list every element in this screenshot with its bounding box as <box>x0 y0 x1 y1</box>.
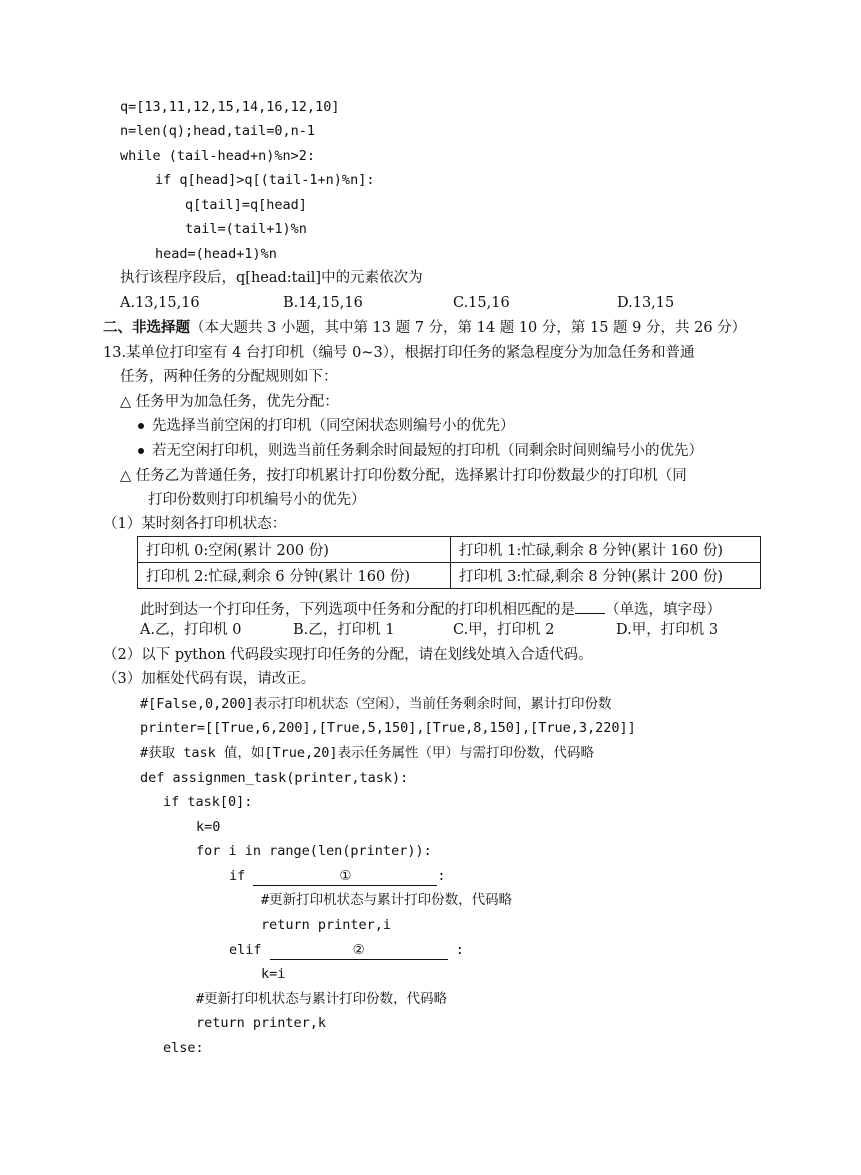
rule-bullet <box>138 416 515 436</box>
code-line: k=i <box>261 966 286 982</box>
code-keyword: if <box>229 868 246 884</box>
code-punct: : <box>455 942 464 958</box>
answer-blank[interactable] <box>575 596 605 614</box>
section-title: 二、非选择题 <box>103 319 190 336</box>
table-cell: 打印机 3:忙碌,剩余 8 分钟(累计 200 份) <box>451 563 761 589</box>
bullet-icon <box>138 423 144 429</box>
code-line: q[tail]=q[head] <box>185 197 307 213</box>
code-line: return printer,k <box>196 1015 327 1031</box>
answer-blank-2[interactable]: ② <box>270 942 448 960</box>
question-intro: 13.某单位打印室有 4 台打印机（编号 0~3），根据打印任务的紧急程度分为加急任务和普通 <box>103 345 695 361</box>
option-a: A.乙，打印机 0 <box>140 622 242 638</box>
option-a: A.13,15,16 <box>120 295 200 311</box>
part-1-question <box>140 596 721 620</box>
option-c: C.15,16 <box>453 295 510 311</box>
question-text: 此时到达一个打印任务，下列选项中任务和分配的打印机相匹配的是 <box>140 602 575 618</box>
code-line: while (tail-head+n)%n>2: <box>120 148 316 164</box>
code-line: k=0 <box>196 819 221 835</box>
code-line: q=[13,11,12,15,14,16,12,10] <box>120 99 340 115</box>
bullet-icon <box>138 448 144 454</box>
code-line-blank-2 <box>229 940 464 960</box>
bullet-text: 若无空闲打印机，则选当前任务剩余时间最短的打印机（同剩余时间则编号小的优先） <box>152 443 703 459</box>
code-comment: #获取 task 值，如[True,20]表示任务属性（甲）与需打印份数，代码略 <box>140 745 595 761</box>
code-line: if task[0]: <box>163 794 253 810</box>
code-line: n=len(q);head,tail=0,n-1 <box>120 123 316 139</box>
code-line: return printer,i <box>261 917 392 933</box>
code-comment: #更新打印机状态与累计打印份数，代码略 <box>261 892 513 908</box>
table-row <box>138 563 761 589</box>
table-cell: 打印机 0:空闲(累计 200 份) <box>138 537 451 563</box>
rule-urgent: △ 任务甲为加急任务，优先分配： <box>120 394 339 410</box>
code-line: if q[head]>q[(tail-1+n)%n]: <box>155 172 375 188</box>
code-punct: : <box>437 868 446 884</box>
section-heading <box>103 318 746 338</box>
part-2: （2）以下 python 代码段实现打印任务的分配，请在划线处填入合适代码。 <box>103 647 593 663</box>
answer-blank-1[interactable]: ① <box>253 868 437 886</box>
code-line: tail=(tail+1)%n <box>185 221 307 237</box>
code-line: def assignmen_task(printer,task): <box>140 770 409 786</box>
option-d: D.甲，打印机 3 <box>616 622 719 638</box>
table-row <box>138 537 761 563</box>
code-line: head=(head+1)%n <box>155 246 277 262</box>
code-comment: #更新打印机状态与累计打印份数，代码略 <box>196 991 448 1007</box>
code-keyword: elif <box>229 942 262 958</box>
part-3: （3）加框处代码有误，请改正。 <box>103 671 316 687</box>
rule-normal: △ 任务乙为普通任务，按打印机累计打印份数分配，选择累计打印份数最少的打印机（同 <box>120 468 687 484</box>
option-c: C.甲，打印机 2 <box>453 622 555 638</box>
option-b: B.乙，打印机 1 <box>293 622 395 638</box>
table-cell: 打印机 1:忙碌,剩余 8 分钟(累计 160 份) <box>451 537 761 563</box>
rule-normal-cont: 打印份数则打印机编号小的优先） <box>148 492 366 508</box>
code-line: printer=[[True,6,200],[True,5,150],[True,8,150],[True,3,220]] <box>140 720 636 736</box>
question-intro-cont: 任务，两种任务的分配规则如下： <box>120 369 338 385</box>
code-comment: #[False,0,200]表示打印机状态（空闲），当前任务剩余时间，累计打印份数 <box>140 696 612 712</box>
part-1: （1）某时刻各打印机状态： <box>103 516 287 532</box>
printer-status-table <box>137 536 761 589</box>
code-line: for i in range(len(printer)): <box>196 843 432 859</box>
section-note: （本大题共 3 小题，其中第 13 题 7 分，第 14 题 10 分，第 15 题 9 分，共 26 分） <box>190 320 747 336</box>
question-hint: （单选，填字母） <box>605 602 721 618</box>
option-b: B.14,15,16 <box>283 295 363 311</box>
option-d: D.13,15 <box>617 295 675 311</box>
code-line: else: <box>163 1040 204 1056</box>
code-line-blank-1 <box>229 866 446 886</box>
bullet-text: 先选择当前空闲的打印机（同空闲状态则编号小的优先） <box>152 418 515 434</box>
question-stem: 执行该程序段后，q[head:tail]中的元素依次为 <box>120 270 423 286</box>
rule-bullet <box>138 441 703 461</box>
table-cell: 打印机 2:忙碌,剩余 6 分钟(累计 160 份) <box>138 563 451 589</box>
